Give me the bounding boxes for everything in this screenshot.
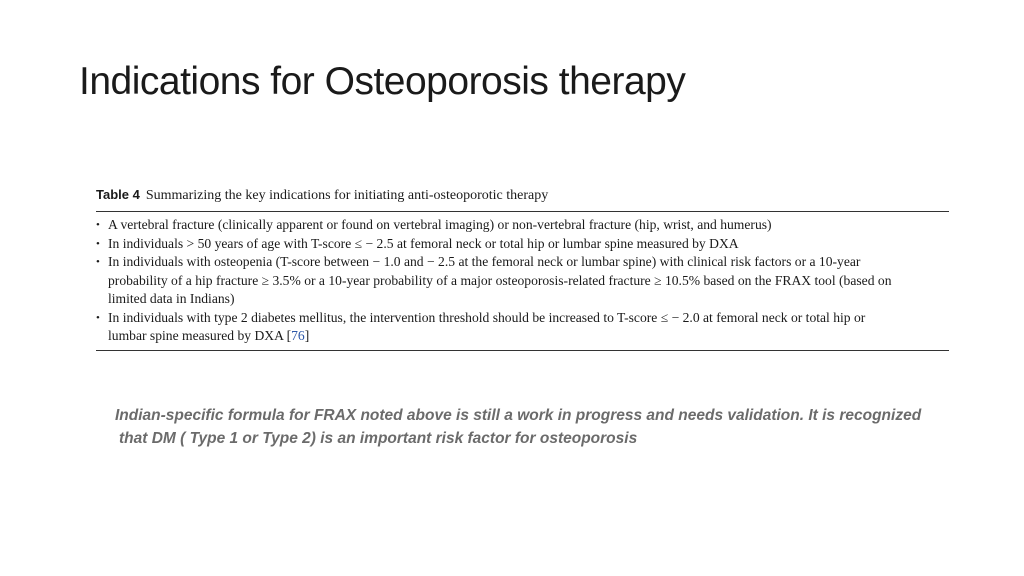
slide-title: Indications for Osteoporosis therapy (79, 60, 686, 103)
footnote-line-1: Indian-specific formula for FRAX noted above is still a work in progress and needs validation. It is recognized (115, 407, 922, 424)
row-text: A vertebral fracture (clinically apparent or found on vertebral imaging) or non-vertebral fracture (hip, wrist, and humerus) (108, 217, 772, 232)
table-row (96, 235, 949, 254)
table-figure (96, 185, 949, 351)
table-bottom-rule (96, 350, 949, 351)
footnote (115, 404, 995, 450)
row-text-end: ] (304, 328, 310, 343)
table-caption-label: Table 4 (96, 187, 140, 202)
table-row (96, 253, 949, 309)
row-text: In individuals with osteopenia (T-score between − 1.0 and − 2.5 at the femoral neck or lumbar spine) with clinical risk factors or a 10-year probability of a hip fracture ≥ 3.5% or a 10-year probability of a major osteoporosis-related fracture ≥ 10.5% based on the FRAX tool (based on limited data in Indians) (108, 254, 892, 306)
table-caption (96, 185, 949, 207)
table-row (96, 309, 949, 346)
row-text (108, 309, 949, 346)
bullet-icon: • (96, 311, 100, 324)
row-text: In individuals > 50 years of age with T-score ≤ − 2.5 at femoral neck or total hip or lumbar spine measured by DXA (108, 235, 739, 251)
table-body (96, 212, 949, 350)
bullet-icon: • (96, 219, 100, 231)
table-caption-text: Summarizing the key indications for initiating anti-osteoporotic therapy (145, 188, 549, 203)
footnote-line-2: that DM ( Type 1 or Type 2) is an important risk factor for osteoporosis (119, 430, 638, 447)
bullet-icon: • (96, 237, 100, 250)
table-row (96, 216, 949, 235)
row-text-main: In individuals with type 2 diabetes mellitus, the intervention threshold should be increased to T-score ≤ − 2.0 at femoral neck or total hip or lumbar spine measured by DXA [ (108, 309, 866, 343)
bullet-icon: • (96, 256, 100, 268)
reference-link[interactable]: 76 (291, 328, 305, 343)
